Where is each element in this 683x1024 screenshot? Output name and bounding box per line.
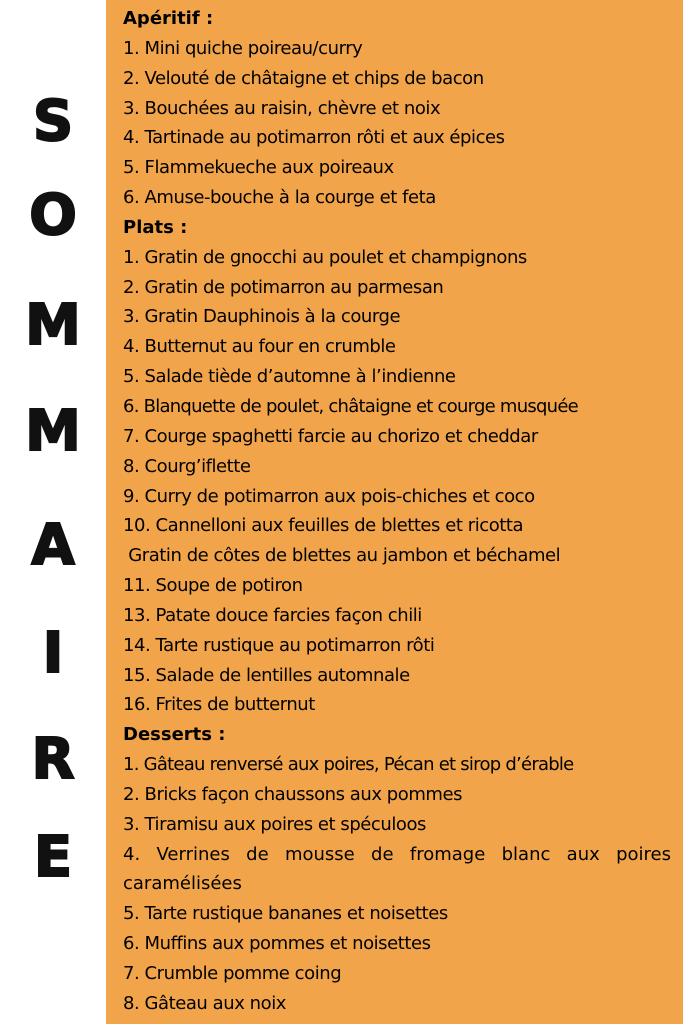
recipe-index: [123, 4, 671, 1019]
side-title-letter: E: [33, 825, 73, 890]
recipe-item: 1. Gratin de gnocchi au poulet et champignons: [123, 246, 527, 268]
recipe-item: 5. Tarte rustique bananes et noisettes: [123, 903, 448, 925]
recipe-item: 5. Flammekueche aux poireaux: [123, 157, 394, 179]
recipe-item: 4. Tartinade au potimarron rôti et aux épices: [123, 127, 505, 149]
recipe-item: 9. Curry de potimarron aux pois-chiches et coco: [123, 485, 535, 507]
recipe-item: 6. Muffins aux pommes et noisettes: [123, 933, 431, 955]
recipe-index-panel: [106, 0, 683, 1024]
recipe-item: Gratin de côtes de blettes au jambon et béchamel: [123, 545, 561, 567]
side-title-letter: M: [25, 399, 81, 464]
recipe-item: 1. Gâteau renversé aux poires, Pécan et sirop d’érable: [123, 754, 574, 776]
aperitif-section: [123, 4, 671, 213]
recipe-item: 6. Amuse-bouche à la courge et feta: [123, 187, 436, 209]
section-heading: Apéritif :: [123, 8, 214, 29]
recipe-item: 13. Patate douce farcies façon chili: [123, 604, 422, 626]
recipe-item: 15. Salade de lentilles automnale: [123, 664, 410, 686]
recipe-item: 6. Blanquette de poulet, châtaigne et courge musquée: [123, 395, 578, 417]
recipe-item: 3. Tiramisu aux poires et spéculoos: [123, 813, 426, 835]
recipe-item: 11. Soupe de potiron: [123, 575, 303, 597]
side-title-letter: I: [42, 621, 64, 686]
recipe-item: 2. Bricks façon chaussons aux pommes: [123, 783, 463, 805]
recipe-item: 8. Courg’iflette: [123, 455, 251, 477]
recipe-item: 2. Velouté de châtaigne et chips de bacon: [123, 67, 484, 89]
recipe-item: 3. Bouchées au raisin, chèvre et noix: [123, 97, 441, 119]
section-heading: Desserts :: [123, 724, 226, 746]
side-title-letter: R: [31, 727, 75, 792]
recipe-item: 2. Gratin de potimarron au parmesan: [123, 276, 444, 298]
recipe-item: 8. Gâteau aux noix: [123, 992, 286, 1014]
side-title-panel: [0, 0, 106, 1024]
recipe-item: 4. Verrines de mousse de fromage blanc aux poires caramélisées: [123, 843, 671, 895]
recipe-item: 4. Butternut au four en crumble: [123, 336, 396, 358]
side-title-letter: O: [29, 183, 77, 248]
recipe-item: 5. Salade tiède d’automne à l’indienne: [123, 366, 456, 388]
desserts-section: [123, 720, 671, 1018]
plats-section: [123, 213, 671, 720]
side-title-letter: S: [32, 89, 74, 154]
recipe-item: 7. Crumble pomme coing: [123, 963, 342, 984]
side-title-letter: M: [25, 293, 81, 358]
recipe-item: 16. Frites de butternut: [123, 694, 315, 716]
side-title-letter: A: [31, 513, 75, 578]
recipe-item: 10. Cannelloni aux feuilles de blettes et ricotta: [123, 515, 524, 537]
recipe-item: 1. Mini quiche poireau/curry: [123, 37, 363, 59]
recipe-item: 14. Tarte rustique au potimarron rôti: [123, 634, 435, 656]
section-heading: Plats :: [123, 216, 188, 238]
recipe-item: 3. Gratin Dauphinois à la courge: [123, 306, 401, 328]
recipe-item: 7. Courge spaghetti farcie au chorizo et cheddar: [123, 425, 538, 447]
